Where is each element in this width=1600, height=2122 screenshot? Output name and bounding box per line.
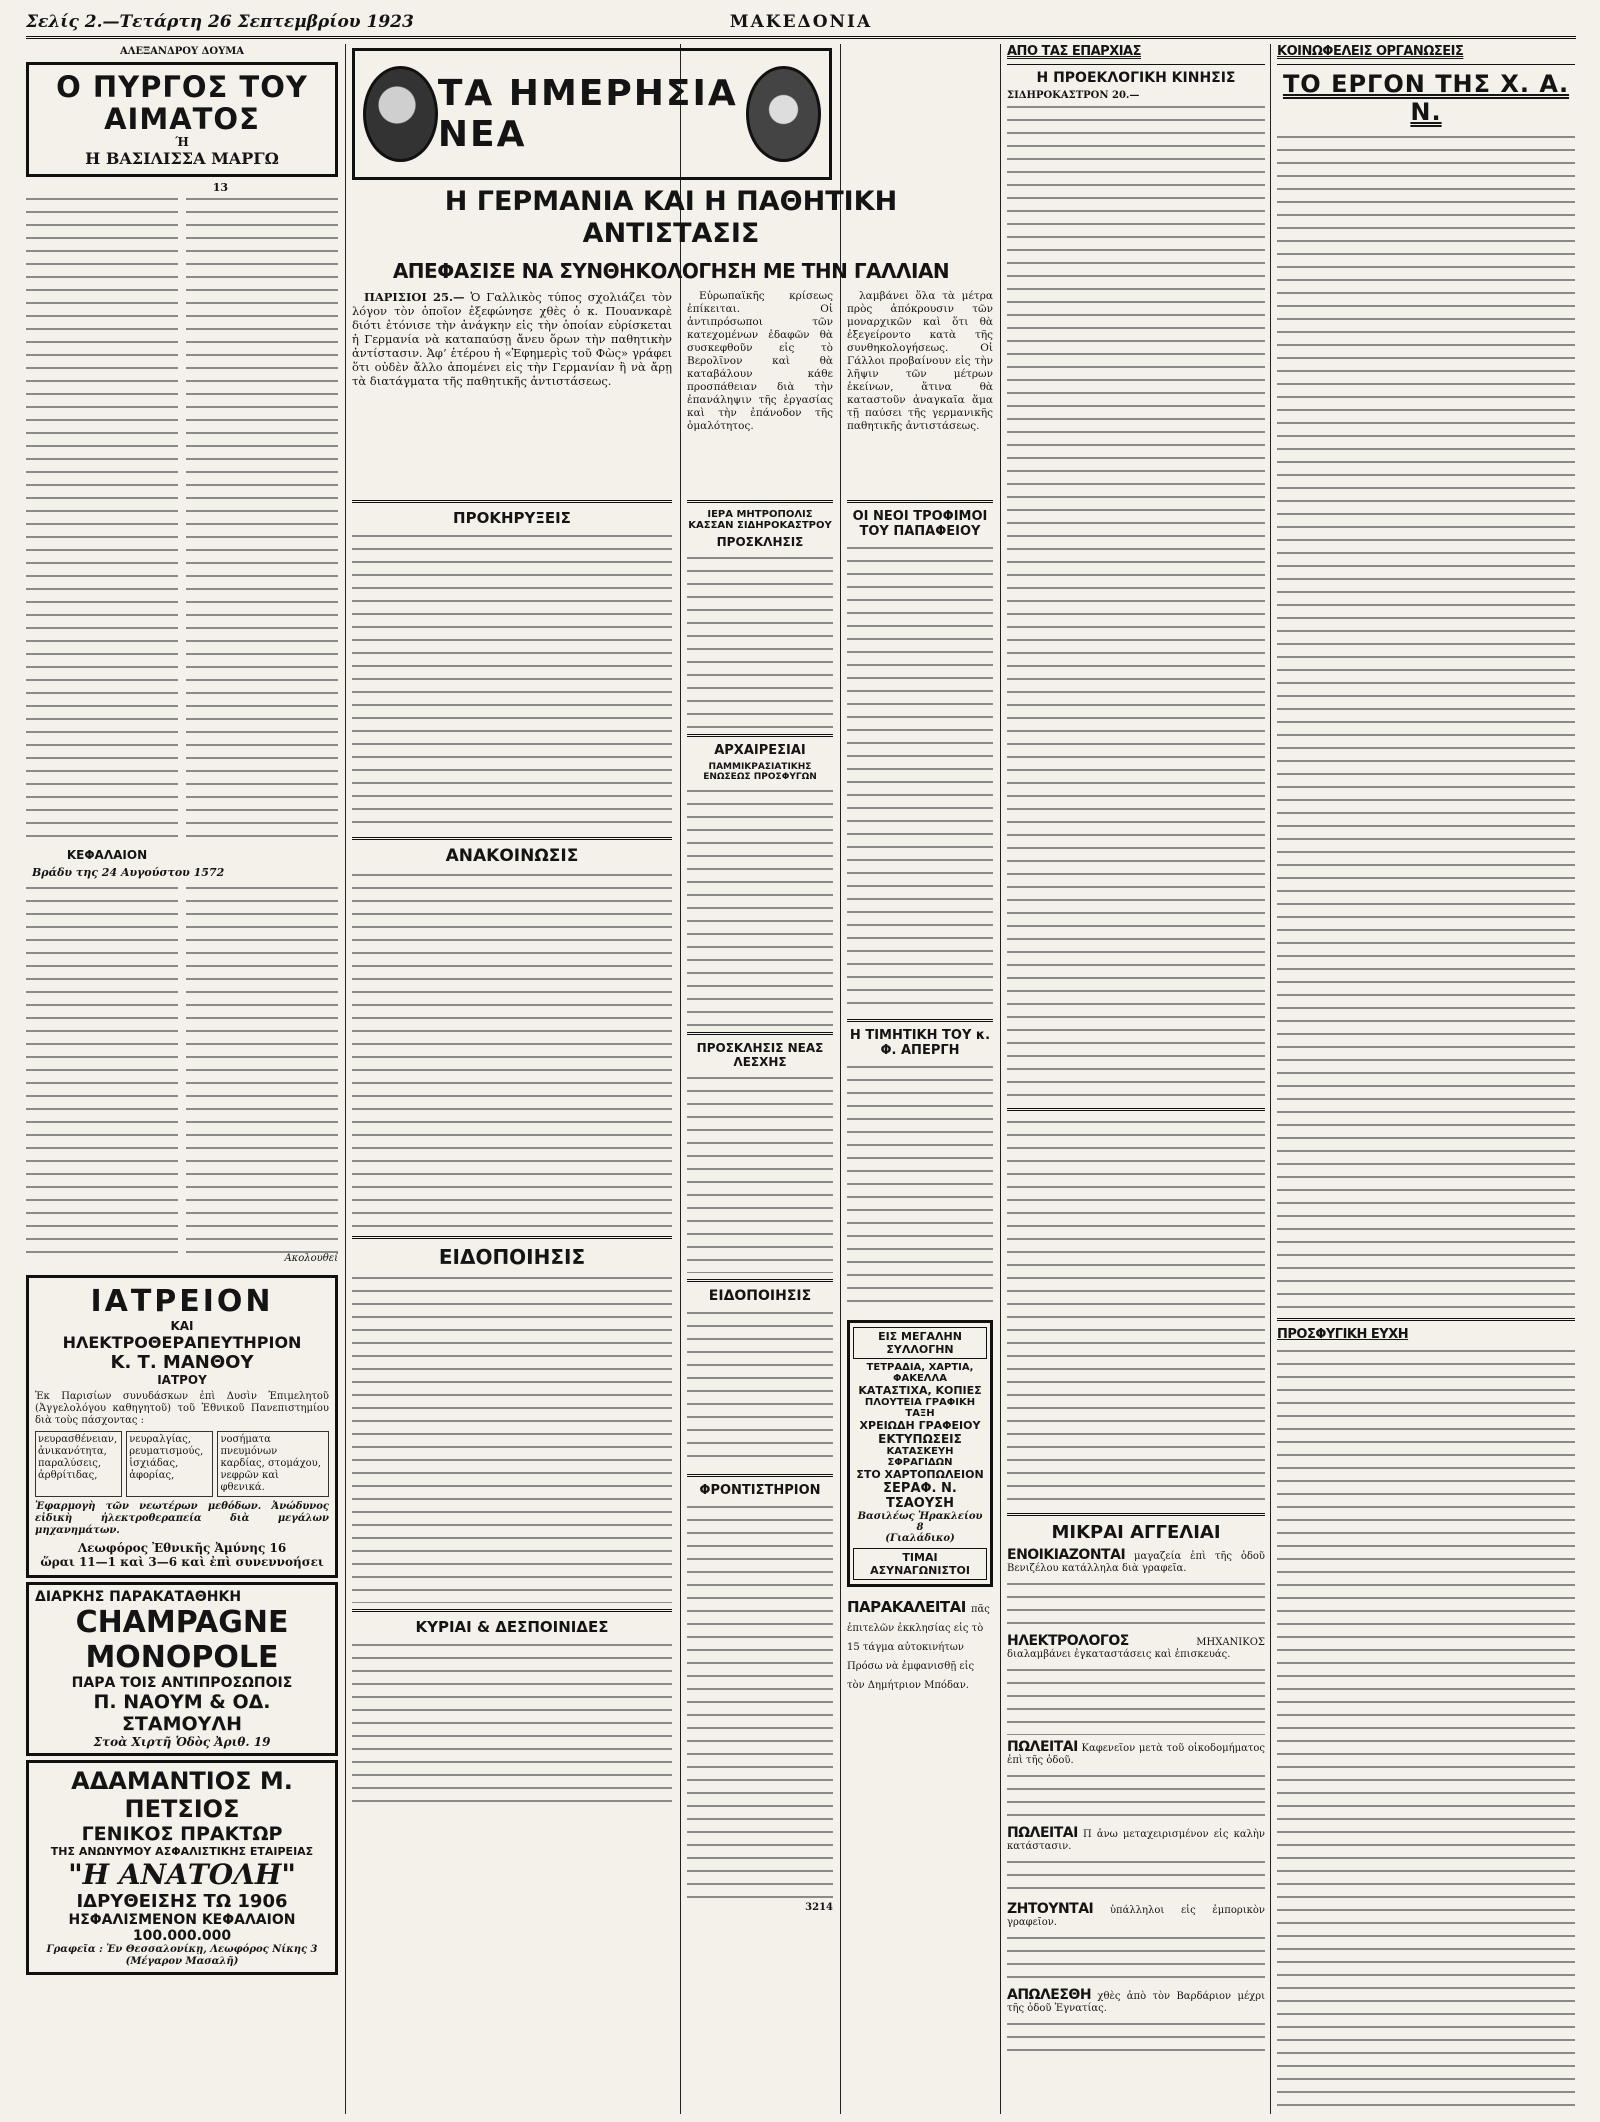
koinofeleis-heading: ΚΟΙΝΩΦΕΛΕΙΣ ΟΡΓΑΝΩΣΕΙΣ	[1277, 44, 1464, 59]
lead-article-col-2	[687, 290, 833, 490]
timitiki-text	[847, 1062, 993, 1312]
mikrai-aggeliai-heading: ΜΙΚΡΑΙ ΑΓΓΕΛΙΑΙ	[1051, 1522, 1221, 1543]
prosklisis-text	[687, 553, 833, 728]
column-rule	[1270, 44, 1271, 2114]
petsios-ad	[26, 1760, 338, 1975]
column-rule	[345, 44, 346, 2114]
iatreion-hours: ὥραι 11—1 καὶ 3—6 καὶ ἐπὶ συνεννοήσει	[40, 1555, 324, 1569]
sidir-dateline: ΣΙΔΗΡΟΚΑΣΤΡΟΝ 20.—	[1007, 90, 1140, 101]
column-rule	[840, 44, 841, 2114]
serial-author: ΑΛΕΞΑΝΔΡΟΥ ΔΟΥΜΑ	[119, 46, 245, 57]
archairesiai-text	[687, 786, 833, 1026]
kyriai-heading: ΚΥΡΙΑΙ & ΔΕΣΠΟΙΝΙΔΕΣ	[415, 1618, 609, 1636]
lead-article-col-3	[847, 290, 993, 490]
col-5	[1007, 44, 1265, 2114]
parakaleitai-lead: ΠΑΡΑΚΑΛΕΙΤΑΙ	[847, 1598, 966, 1616]
syllogi-addr2: (Γιαλάδικο)	[885, 1533, 955, 1544]
champagne-names: Π. ΝΑΟΥΜ & ΟΔ. ΣΤΑΜΟΥΛΗ	[93, 1691, 271, 1735]
small-ad: ΕΝΟΙΚΙΑΖΟΝΤΑΙ μαγαζεία ἐπὶ τῆς ὁδοῦ Βενιζέλου κατάλληλα διὰ γραφεῖα.	[1007, 1547, 1265, 1574]
iatreion-doctor: Κ. Τ. ΜΑΝΘΟΥ	[110, 1352, 254, 1373]
syllogi-line: ΕΚΤΥΠΩΣΕΙΣ	[878, 1432, 962, 1446]
parakaleitai-ad	[847, 1597, 993, 1692]
eidopoiisis2-text	[687, 1308, 833, 1468]
serial-subtitle: Η ΒΑΣΙΛΙΣΣΑ ΜΑΡΓΩ	[85, 149, 279, 168]
iatreion-method: Ἐφαρμογὴ τῶν νεωτέρων μεθόδων. Ἀνώδυνος εἰδικὴ ἠλεκτροθεραπεία διὰ μεγάλων μηχανημάτων.	[35, 1501, 329, 1536]
serial-column	[26, 44, 338, 2114]
neoi-trofimoi-heading: ΟΙ ΝΕΟΙ ΤΡΟΦΙΜΟΙ ΤΟΥ ΠΑΠΑΦΕΙΟΥ	[852, 509, 988, 539]
page-info: Σελίς 2.—Τετάρτη 26 Σεπτεμβρίου 1923	[26, 12, 414, 32]
iatreion-ad	[26, 1275, 338, 1578]
petsios-office: Γραφεῖα : Ἐν Θεσσαλονίκῃ, Λεωφόρος Νίκης 3 (Μέγαρον Μασαλῆ)	[46, 1944, 318, 1967]
syllogi-line: ΧΡΕΙΩΔΗ ΓΡΑΦΕΙΟΥ	[859, 1419, 981, 1432]
champagne-para: ΠΑΡΑ ΤΟΙΣ ΑΝΤΙΠΡΟΣΩΠΟΙΣ	[71, 1675, 293, 1691]
timitiki-heading: Η ΤΙΜΗΤΙΚΗ ΤΟΥ κ. Φ. ΑΠΕΡΓΗ	[849, 1028, 991, 1058]
anakoinosis-text	[352, 870, 672, 1230]
serial-title: Ο ΠΥΡΓΟΣ ΤΟΥ ΑΙΜΑΤΟΣ	[56, 70, 308, 136]
leschis-text	[687, 1073, 833, 1273]
serial-number: 13	[212, 181, 228, 194]
piece-number: 3214	[805, 1902, 833, 1913]
prosfygiki-evchi-text	[1277, 1346, 1575, 2114]
serial-title-box	[26, 62, 338, 177]
small-ad: ΠΩΛΕΙΤΑΙ Π ἀνω μεταχειρισμένον εἰς καλὴν κατάστασιν.	[1007, 1825, 1265, 1852]
petsios-name: ΑΔΑΜΑΝΤΙΟΣ Μ. ΠΕΤΣΙΟΣ	[71, 1767, 293, 1823]
prosklisis-heading: ΠΡΟΣΚΛΗΣΙΣ	[716, 535, 804, 549]
small-ad: ΖΗΤΟΥΝΤΑΙ ὑπάλληλοι εἰς ἐμπορικὸν γραφεῖον.	[1007, 1901, 1265, 1928]
champagne-top: ΔΙΑΡΚΗΣ ΠΑΡΑΚΑΤΑΘΗΚΗ	[35, 1589, 242, 1605]
eidopoiisis2-heading: ΕΙΔΟΠΟΙΗΣΙΣ	[708, 1288, 812, 1304]
apo-tas-eparchias: ΑΠΟ ΤΑΣ ΕΠΑΡΧΙΑΣ	[1007, 44, 1142, 59]
serial-text-block	[26, 883, 178, 1253]
column-rule	[1000, 44, 1001, 2114]
prokirixis-heading: ΠΡΟΚΗΡΥΞΕΙΣ	[453, 509, 571, 527]
petsios-anatoli: "Η ΑΝΑΤΟΛΗ"	[68, 1858, 296, 1891]
iatreion-and: ΚΑΙ	[170, 1319, 194, 1333]
serial-text-block	[186, 883, 338, 1253]
globe-emblem-icon	[363, 66, 438, 162]
syllogi-addr: Βασιλέως Ἡρακλείου 8	[857, 1511, 983, 1533]
lead-text-2: Εὐρωπαϊκῆς κρίσεως ἐπίκειται. Οἱ ἀντιπρόσωποι τῶν κατεχομένων ἐδαφῶν θὰ συσκεφθοῦν εἰς τὸ Βερολῖνον καὶ θὰ καταβάλουν κάθε προσπάθειαν διὰ τὴν ἐπανάληψιν τῆς ἐργασίας καὶ τὴν ἐπάνοδον τῆς ὁμαλότητος.	[687, 290, 833, 432]
archairesiai-heading: ΑΡΧΑΙΡΕΣΙΑΙ	[714, 743, 806, 758]
lead-text-3: λαμβάνει ὅλα τὰ μέτρα πρὸς ἀπόκρουσιν τῶν μοναρχικῶν καὶ ὅτι θὰ ἐξεγείροντο κατὰ τῆς συνθηκολογήσεως. Οἱ Γάλλοι προβαίνουν εἰς τὴν λῆψιν τῶν μέτρων ἐκείνων, ἅτινα θὰ καταστοῦν ἀναγκαῖα ἅμα τῇ παύσει τῆς γερμανικῆς παθητικῆς ἀντιστάσεως.	[847, 290, 993, 432]
proekl-kinisis-text	[1007, 102, 1265, 1102]
sub-headline: ΑΠΕΦΑΣΙΣΕ ΝΑ ΣΥΝΘΗΚΟΛΟΓΗΣΗ ΜΕ ΤΗΝ ΓΑΛΛΙΑΝ	[392, 259, 950, 283]
syllogi-ad	[847, 1320, 993, 1587]
col-6	[1277, 44, 1575, 2114]
proekl-kinisis-heading: Η ΠΡΟΕΚΛΟΓΙΚΗ ΚΙΝΗΣΙΣ	[1036, 70, 1236, 86]
iatreion-subtitle: ΗΛΕΚΤΡΟΘΕΡΑΠΕΥΤΗΡΙΟΝ	[62, 1333, 302, 1352]
portrait-emblem-icon	[746, 66, 821, 162]
iatreion-role: ΙΑΤΡΟΥ	[157, 1373, 207, 1387]
syllogi-owner: ΣΕΡΑΦ. Ν. ΤΣΑΟΥΣΗ	[883, 1481, 957, 1511]
ergon-xan-text	[1277, 132, 1575, 1312]
frontistirion-text	[687, 1502, 833, 1902]
iatreion-address: Λεωφόρος Ἐθνικῆς Ἀμύνης 16	[77, 1541, 287, 1555]
champagne-title: CHAMPAGNE MONOPOLE	[75, 1605, 289, 1675]
serial-or: Ή	[175, 135, 189, 149]
serial-text-block	[186, 194, 338, 844]
iatreion-list-2: νευραλγίας, ρευματισμούς, ἰσχιάδας, ἀφορίας,	[126, 1431, 213, 1497]
frontistirion-heading: ΦΡΟΝΤΙΣΤΗΡΙΟΝ	[699, 1483, 821, 1498]
col-4	[847, 494, 993, 2114]
daily-news-banner	[352, 48, 832, 180]
iatreion-list-3: νοσήματα πνευμόνων καρδίας, στομάχου, νεφρῶν καὶ φθενικά.	[217, 1431, 329, 1497]
anakoinosis-heading: ΑΝΑΚΟΙΝΩΣΙΣ	[445, 846, 579, 866]
petsios-company: ΤΗΣ ΑΝΩΝΥΜΟΥ ΑΣΦΑΛΙΣΤΙΚΗΣ ΕΤΑΙΡΕΙΑΣ	[50, 1845, 314, 1858]
eidopoiisis-heading: ΕΙΔΟΠΟΙΗΣΙΣ	[438, 1245, 586, 1269]
syllogi-line: ΚΑΤΑΣΚΕΥΗ ΣΦΡΑΓΙΔΩΝ	[886, 1446, 954, 1468]
prosfygon-heading: ΠΑΜΜΙΚΡΑΣΙΑΤΙΚΗΣ ΕΝΩΣΕΩΣ ΠΡΟΣΦΥΓΩΝ	[703, 762, 817, 782]
syllogi-line: ΠΛΟΥΤΕΙΑ ΓΡΑΦΙΚΗ ΤΑΞΗ	[864, 1397, 976, 1419]
lead-text: Ὁ Γαλλικὸς τύπος σχολιάζει τὸν λόγον τὸν ὁποῖον ἐξεφώνησε χθὲς ὁ κ. Πουανκαρὲ διότι ἐτόνισε τὴν ἀνάγκην εἰς τὴν ὁποίαν εὑρίσκεται ἡ Γερμανία νὰ καταπαύσῃ ἄνευ ὅρων τὴν παθητικὴν ἀντίστασιν. Ἀφ’ ἑτέρου ἡ «Ἐφημερὶς τοῦ Φὼς» γράφει ὅτι οὐδὲν ἄλλο ἀπομένει εἰς τὴν Γερμανίαν ἢ νὰ ἄρῃ τὰ διατάγματα τῆς παθητικῆς ἀντιστάσεως.	[352, 290, 672, 388]
iera-mitropolis-heading: ΙΕΡΑ ΜΗΤΡΟΠΟΛΙΣ ΚΑΣΣΑΝ ΣΙΔΗΡΟΚΑΣΤΡΟΥ	[688, 509, 832, 531]
chapter-heading: ΚΕΦΑΛΑΙΟΝ	[66, 848, 148, 862]
serial-continued: Ακολουθεί	[284, 1253, 338, 1264]
prosfygiki-evchi-heading: ΠΡΟΣΦΥΓΙΚΗ ΕΥΧΗ	[1277, 1327, 1409, 1342]
kyriai-text	[352, 1640, 672, 1810]
champagne-ad	[26, 1582, 338, 1756]
syllogi-top: ΕΙΣ ΜΕΓΑΛΗΝ ΣΥΛΛΟΓΗΝ	[853, 1327, 987, 1359]
main-headline-block	[352, 180, 990, 290]
serial-text-block	[26, 194, 178, 844]
iatreion-intro: Ἐκ Παρισίων συνυδάσκων ἐπὶ Δυσὶν Ἐπιμελητοῦ (Ἀγγελολόγου καθηγητοῦ) τοῦ Ἐθνικοῦ Πανεπιστημίου διὰ τοὺς πάσχοντας :	[35, 1391, 329, 1426]
prosklisis-leschis-heading: ΠΡΟΣΚΛΗΣΙΣ ΝΕΑΣ ΛΕΣΧΗΣ	[696, 1041, 824, 1069]
syllogi-line: ΚΑΤΑΣΤΙΧΑ, ΚΟΠΙΕΣ	[858, 1384, 982, 1397]
champagne-address: Στοὰ Χιρτῆ Ὁδὸς Ἀριθ. 19	[93, 1735, 271, 1749]
small-ad: ΗΛΕΚΤΡΟΛΟΓΟΣ ΜΗΧΑΝΙΚΟΣ διαλαμβάνει ἐγκαταστάσεις καὶ ἐπισκευάς.	[1007, 1633, 1265, 1660]
page-header	[26, 10, 1576, 39]
parakaleitai-text: πᾶς ἐπιτελῶν ἐκκλησίας εἰς τὸ 15 τάγμα αὐτοκινήτων Πρόσω νὰ ἐμφανισθῇ εἰς τὸν Δημήτριον Μπόδαν.	[847, 1604, 990, 1691]
lead-dateline: ΠΑΡΙΣΙΟΙ 25.—	[364, 290, 465, 304]
main-headline: Η ΓΕΡΜΑΝΙΑ ΚΑΙ Η ΠΑΘΗΤΙΚΗ ΑΝΤΙΣΤΑΣΙΣ	[444, 186, 898, 249]
syllogi-line: ΣΤΟ ΧΑΡΤΟΠΩΛΕΙΟΝ	[856, 1468, 984, 1481]
eidopoiisis-text	[352, 1273, 672, 1603]
small-ad: ΠΩΛΕΙΤΑΙ Καφενεῖον μετὰ τοῦ οἰκοδομήματος ἐπὶ τῆς ὁδοῦ.	[1007, 1739, 1265, 1766]
news-text	[1007, 1117, 1265, 1507]
small-ad: ΑΠΩΛΕΣΘΗ χθὲς ἀπὸ τὸν Βαρδάριον μέχρι τῆς ὁδοῦ Ἐγνατίας.	[1007, 1987, 1265, 2014]
col-3	[687, 494, 833, 2114]
small-ads-list	[1007, 1549, 1265, 2059]
prokirixis-text	[352, 531, 672, 831]
daily-news-title: ΤΑ ΗΜΕΡΗΣΙΑ ΝΕΑ	[437, 73, 738, 155]
ergon-xan-heading: ΤΟ ΕΡΓΟΝ ΤΗΣ Χ. Α. Ν.	[1282, 70, 1570, 126]
col-2-lower	[352, 494, 672, 2114]
iatreion-title: ΙΑΤΡΕΙΟΝ	[90, 1284, 274, 1319]
syllogi-bottom: ΤΙΜΑΙ ΑΣΥΝΑΓΩΝΙΣΤΟΙ	[853, 1548, 987, 1580]
lead-article-col-1	[352, 290, 672, 490]
syllogi-line: ΤΕΤΡΑΔΙΑ, ΧΑΡΤΙΑ, ΦΑΚΕΛΛΑ	[866, 1362, 974, 1384]
petsios-capital: ΗΣΦΑΛΙΣΜΕΝΟΝ ΚΕΦΑΛΑΙΟΝ 100.000.000	[68, 1912, 296, 1944]
petsios-role: ΓΕΝΙΚΟΣ ΠΡΑΚΤΩΡ	[81, 1823, 283, 1845]
paper-name: ΜΑΚΕΔΟΝΙΑ	[729, 12, 873, 32]
column-rule	[680, 44, 681, 2114]
chapter-date: Βράδυ της 24 Αυγούστου 1572	[32, 866, 225, 879]
petsios-founded: ΙΔΡΥΘΕΙΣΗΣ ΤΩ 1906	[76, 1891, 288, 1912]
iatreion-list-1: νευρασθένειαν, ἀνικανότητα, παραλύσεις, ἀρθρίτιδας,	[35, 1431, 122, 1497]
neoi-trofimoi-text	[847, 543, 993, 1013]
